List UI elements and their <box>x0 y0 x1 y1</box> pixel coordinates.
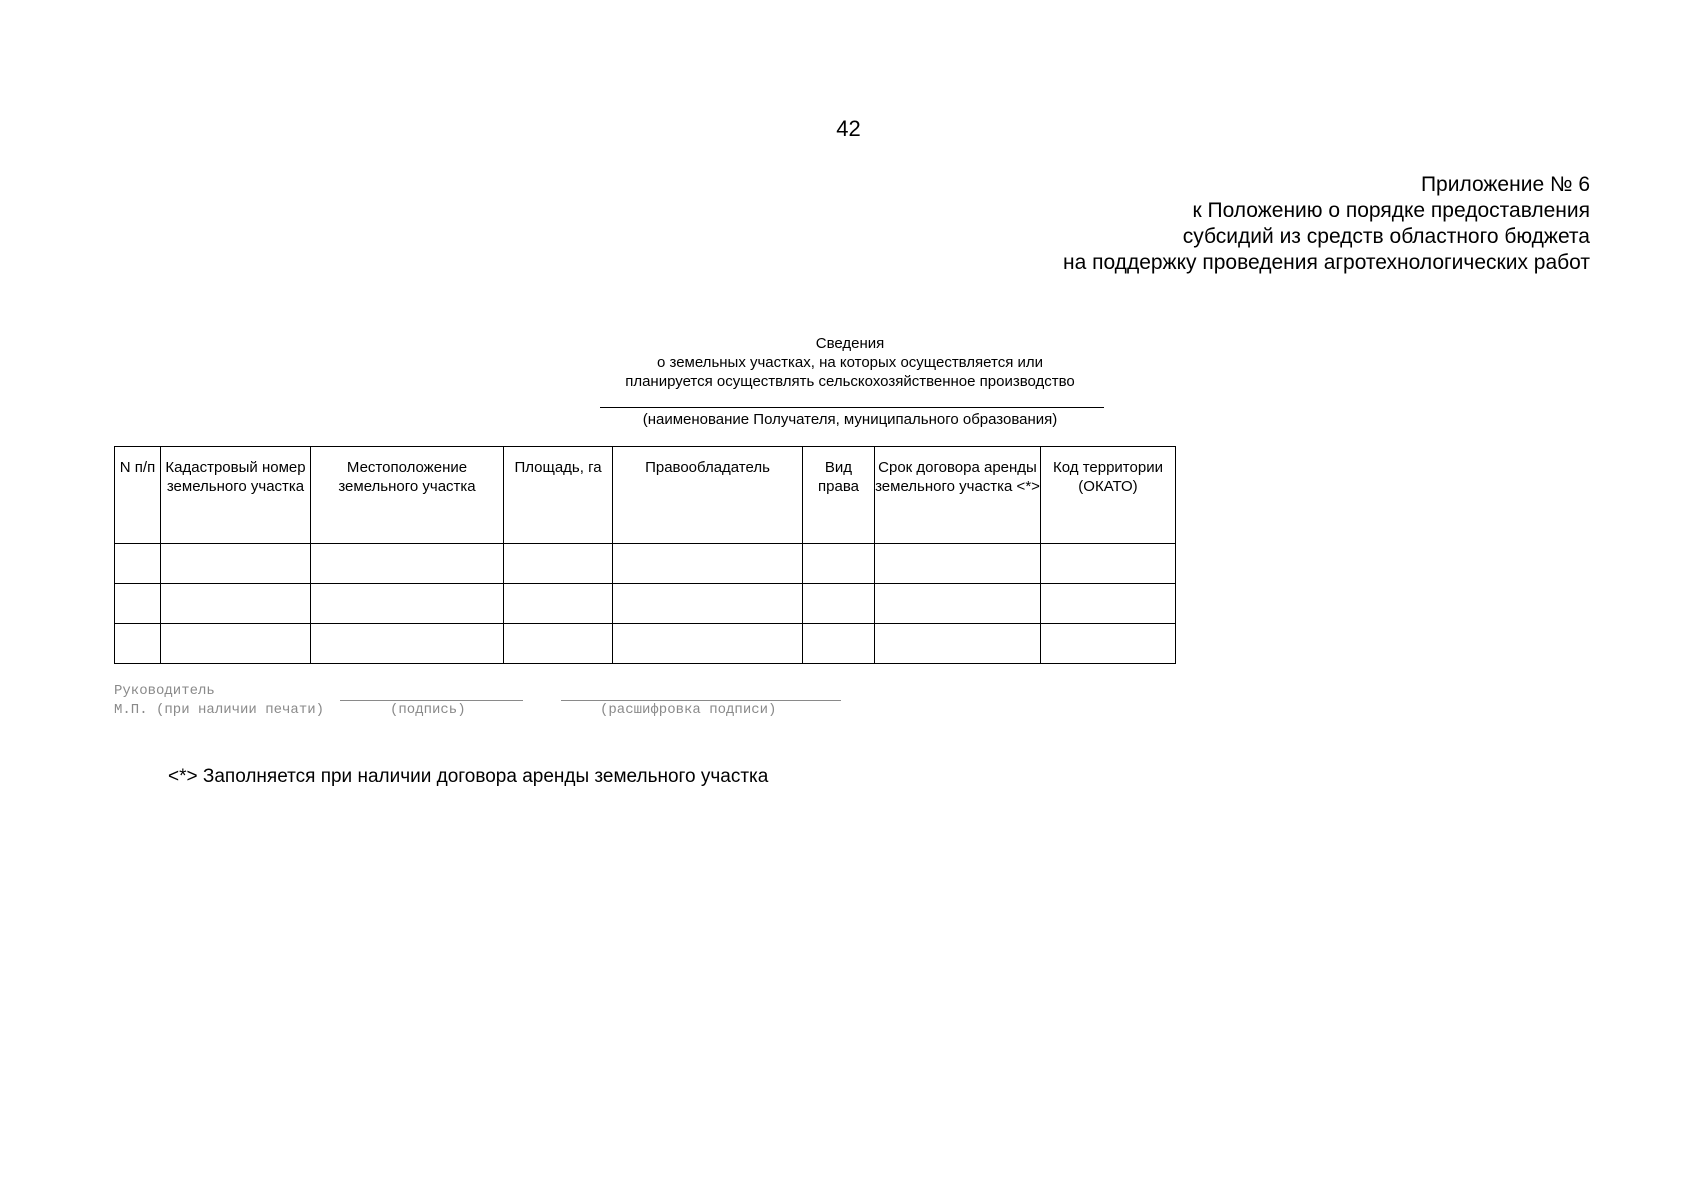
seal-label: М.П. (при наличии печати) <box>114 702 325 718</box>
recipient-caption: (наименование Получателя, муниципального образования) <box>642 411 1058 428</box>
table-cell <box>875 544 1041 584</box>
signature-caption: (подпись) <box>390 702 466 718</box>
page-number: 42 <box>836 116 861 141</box>
recipient-name-line <box>600 407 1104 408</box>
header-cell-cadastral: Кадастровый номер земельного участка <box>161 447 311 544</box>
header-cell-okato: Код территории (ОКАТО) <box>1041 447 1176 544</box>
document-heading <box>560 334 1140 391</box>
table-cell <box>875 624 1041 664</box>
heading-line: планируется осуществлять сельскохозяйственное производство <box>625 373 1075 390</box>
table-header-row <box>115 447 1176 544</box>
table-row <box>115 624 1176 664</box>
table-cell <box>161 584 311 624</box>
table-cell <box>504 584 613 624</box>
table-cell <box>311 544 504 584</box>
land-plots-table <box>114 446 1176 664</box>
footnote: <*> Заполняется при наличии договора аренды земельного участка <box>168 766 769 787</box>
header-cell-number: N п/п <box>115 447 161 544</box>
decoding-line <box>561 700 841 701</box>
table-cell <box>504 544 613 584</box>
table-cell <box>803 584 875 624</box>
table-cell <box>803 544 875 584</box>
table-cell <box>613 624 803 664</box>
header-cell-lease-term: Срок договора аренды земельного участка <*> <box>875 447 1041 544</box>
appendix-line: Приложение № 6 <box>1420 173 1590 196</box>
header-cell-area: Площадь, га <box>504 447 613 544</box>
table-cell <box>504 624 613 664</box>
decoding-caption: (расшифровка подписи) <box>600 702 777 718</box>
head-label: Руководитель <box>114 683 215 699</box>
table-cell <box>875 584 1041 624</box>
table-cell <box>161 624 311 664</box>
heading-title: Сведения <box>815 335 885 352</box>
table-cell <box>613 584 803 624</box>
table-cell <box>311 584 504 624</box>
table-cell <box>161 544 311 584</box>
table-cell <box>115 544 161 584</box>
table-cell <box>1041 584 1176 624</box>
appendix-line: к Положению о порядке предоставления <box>1192 199 1590 222</box>
appendix-line: на поддержку проведения агротехнологических работ <box>1062 251 1590 274</box>
header-cell-location: Местоположение земельного участка <box>311 447 504 544</box>
table-row <box>115 544 1176 584</box>
signature-line <box>340 700 523 701</box>
appendix-line: субсидий из средств областного бюджета <box>1182 225 1590 248</box>
table-cell <box>613 544 803 584</box>
table-cell <box>1041 544 1176 584</box>
heading-line: о земельных участках, на которых осуществляется или <box>656 354 1044 371</box>
table-row <box>115 584 1176 624</box>
header-cell-right-type: Вид права <box>803 447 875 544</box>
table-cell <box>311 624 504 664</box>
table-cell <box>1041 624 1176 664</box>
header-cell-owner: Правообладатель <box>613 447 803 544</box>
table-cell <box>115 624 161 664</box>
table-cell <box>115 584 161 624</box>
appendix-note <box>1063 172 1590 276</box>
table-cell <box>803 624 875 664</box>
